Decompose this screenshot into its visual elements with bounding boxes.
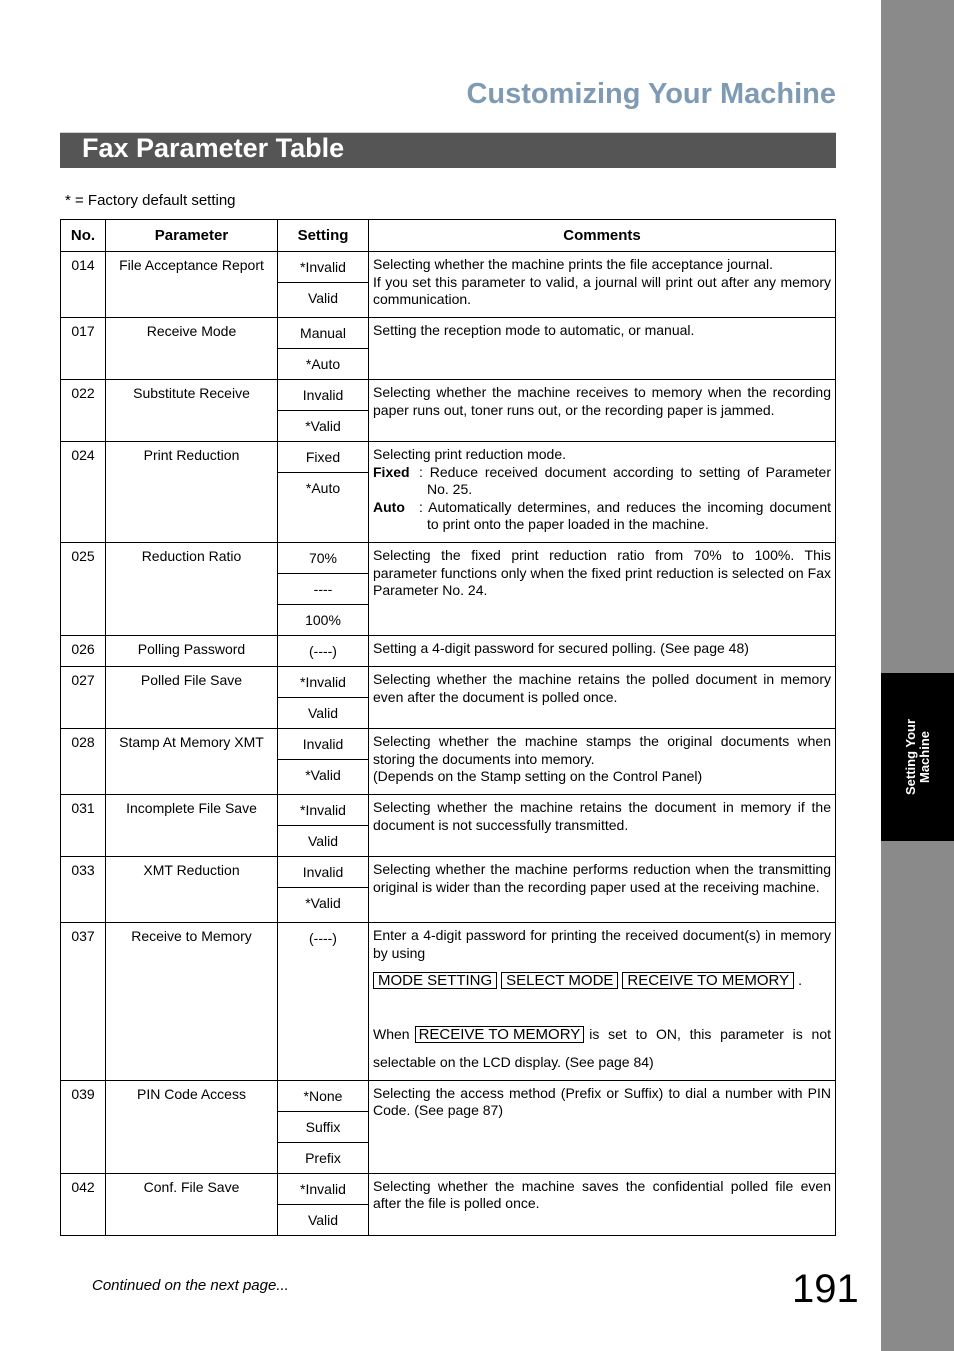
parameter-number: 017 [61,318,106,380]
setting-option: ---- [278,573,368,604]
setting-option: Suffix [278,1111,368,1142]
comment-cell [369,923,836,1081]
parameter-name: Conf. File Save [106,1173,278,1235]
comment-cell [369,442,836,543]
note-suffix: is set to ON, this parameter is not selectable on the LCD display. (See page 84) [373,1025,831,1070]
setting-option: *None [303,1087,343,1104]
key-sequence-end: . [798,972,803,989]
setting-option: (----) [309,643,337,659]
setting-option: *Invalid [300,259,346,275]
table-row [61,252,836,318]
comment-text: Selecting the access method (Prefix or Suffix) to dial a number with PIN Code. (See page 87) [373,1084,831,1119]
parameter-number: 031 [61,795,106,857]
comment-cell [369,857,836,923]
definition-desc: : Reduce received document according to setting of Parameter No. 25. [419,463,831,498]
setting-option: Prefix [278,1142,368,1173]
comment-text: Selecting whether the machine receives to memory when the recording paper runs out, toner runs out, or the recording paper is jammed. [373,384,831,418]
parameter-name: Polled File Save [106,667,278,729]
setting-option: *Auto [278,472,368,503]
key-sequence [373,972,831,990]
definition-item [373,499,831,534]
section-title: Customizing Your Machine [466,78,836,110]
parameter-number: 025 [61,543,106,636]
note-prefix: When [373,1025,410,1042]
parameter-number: 014 [61,252,106,318]
setting-option: *Invalid [300,1180,346,1197]
setting-cell [278,923,369,1081]
page-number: 191 [792,1267,859,1311]
comment-cell [369,667,836,729]
comment-cell [369,318,836,380]
comment-text: Selecting whether the machine stamps the original documents when storing the documents into memory. [373,733,831,767]
parameter-number: 026 [61,636,106,667]
table-row [61,318,836,380]
comment-cell [369,380,836,442]
comment-cell [369,729,836,795]
comment-text: Setting a 4-digit password for secured polling. (See page 48) [373,640,749,656]
parameter-name: Reduction Ratio [106,543,278,636]
parameter-name: Polling Password [106,636,278,667]
setting-cell [278,857,369,923]
comment-text: Selecting whether the machine retains the document in memory if the document is not successfully transmitted. [373,799,831,833]
comment-cell [369,252,836,318]
parameter-number: 024 [61,442,106,543]
setting-option: *Auto [278,348,368,379]
setting-option: Fixed [305,449,341,465]
column-header: Parameter [106,220,278,252]
setting-cell [278,636,369,667]
setting-cell [278,318,369,380]
fax-parameter-table [60,219,836,1236]
parameter-name: PIN Code Access [106,1080,278,1173]
comment-cell [369,795,836,857]
table-row [61,857,836,923]
page-heading-bar [60,132,836,168]
comment-text: Selecting print reduction mode. [373,446,566,462]
parameter-number: 022 [61,380,106,442]
column-header: Comments [369,220,836,252]
parameter-number: 042 [61,1173,106,1235]
parameter-number: 027 [61,667,106,729]
parameter-name: Incomplete File Save [106,795,278,857]
comment-text: If you set this parameter to valid, a journal will print out after any memory communication. [373,273,831,308]
setting-option: Valid [278,282,368,313]
note-text [373,1020,831,1076]
setting-cell [278,1080,369,1173]
table-row [61,795,836,857]
setting-option: (----) [309,930,337,946]
parameter-name: File Acceptance Report [106,252,278,318]
function-key-label: RECEIVE TO MEMORY [622,972,794,989]
setting-option: Invalid [302,864,344,880]
setting-cell [278,795,369,857]
comment-cell [369,636,836,667]
table-row [61,380,836,442]
setting-option: Manual [300,325,346,341]
table-row [61,667,836,729]
setting-option: *Valid [278,887,368,918]
setting-cell [278,380,369,442]
setting-cell [278,1173,369,1235]
chapter-tab-label: Setting Your Machine [902,718,932,796]
function-key-label: RECEIVE TO MEMORY [415,1026,585,1043]
comment-text: Enter a 4-digit password for printing the received document(s) in memory by using [373,927,831,961]
table-row [61,636,836,667]
parameter-name: Substitute Receive [106,380,278,442]
parameter-name: XMT Reduction [106,857,278,923]
setting-cell [278,543,369,636]
comment-cell [369,1173,836,1235]
page-heading: Fax Parameter Table [82,133,345,163]
function-key-label: MODE SETTING [373,972,497,989]
setting-cell [278,442,369,543]
definition-term: Auto [373,498,405,515]
parameter-name: Receive Mode [106,318,278,380]
parameter-number: 037 [61,923,106,1081]
setting-option: *Valid [278,759,368,790]
table-row [61,442,836,543]
setting-option: *Invalid [300,802,346,818]
table-row [61,729,836,795]
setting-option: Valid [278,697,368,728]
chapter-tab [881,673,954,841]
setting-option: Invalid [302,387,344,403]
table-row [61,1173,836,1235]
definition-desc: : Automatically determines, and reduces the incoming document to print onto the paper loaded in the machine. [419,498,831,533]
comment-cell [369,543,836,636]
table-row [61,923,836,1081]
setting-option: Valid [278,1204,368,1235]
setting-option: Invalid [302,736,344,752]
table-row [61,1080,836,1173]
table-row [61,543,836,636]
function-key-label: SELECT MODE [501,972,618,989]
column-header: Setting [278,220,369,252]
parameter-name: Receive to Memory [106,923,278,1081]
comment-text: Selecting whether the machine prints the file acceptance journal. [373,256,774,272]
comment-text: (Depends on the Stamp setting on the Control Panel) [373,768,703,785]
continued-note: Continued on the next page... [92,1277,289,1294]
parameter-number: 028 [61,729,106,795]
parameter-name: Stamp At Memory XMT [106,729,278,795]
comment-text: Selecting whether the machine performs reduction when the transmitting original is wider than the recording paper used at the receiving machine. [373,861,831,895]
comment-cell [369,1080,836,1173]
factory-default-note: * = Factory default setting [65,192,236,209]
setting-option: 100% [278,604,368,635]
setting-option: *Valid [278,410,368,441]
setting-cell [278,252,369,318]
comment-text: Selecting whether the machine saves the confidential polled file even after the file is polled once. [373,1177,831,1212]
parameter-number: 033 [61,857,106,923]
comment-text: Selecting whether the machine retains the polled document in memory even after the document is polled once. [373,671,831,705]
table-header-row [61,220,836,252]
setting-cell [278,667,369,729]
parameter-number: 039 [61,1080,106,1173]
setting-option: *Invalid [300,674,346,690]
definition-term: Fixed [373,463,410,480]
comment-text: Setting the reception mode to automatic, or manual. [373,322,695,338]
setting-option: Valid [278,825,368,856]
column-header: No. [61,220,106,252]
comment-text: Selecting the fixed print reduction ratio from 70% to 100%. This parameter functions only when the fixed print reduction is selected on Fax Parameter No. 24. [373,547,831,599]
definition-item [373,464,831,499]
parameter-name: Print Reduction [106,442,278,543]
setting-cell [278,729,369,795]
setting-option: 70% [308,550,338,566]
